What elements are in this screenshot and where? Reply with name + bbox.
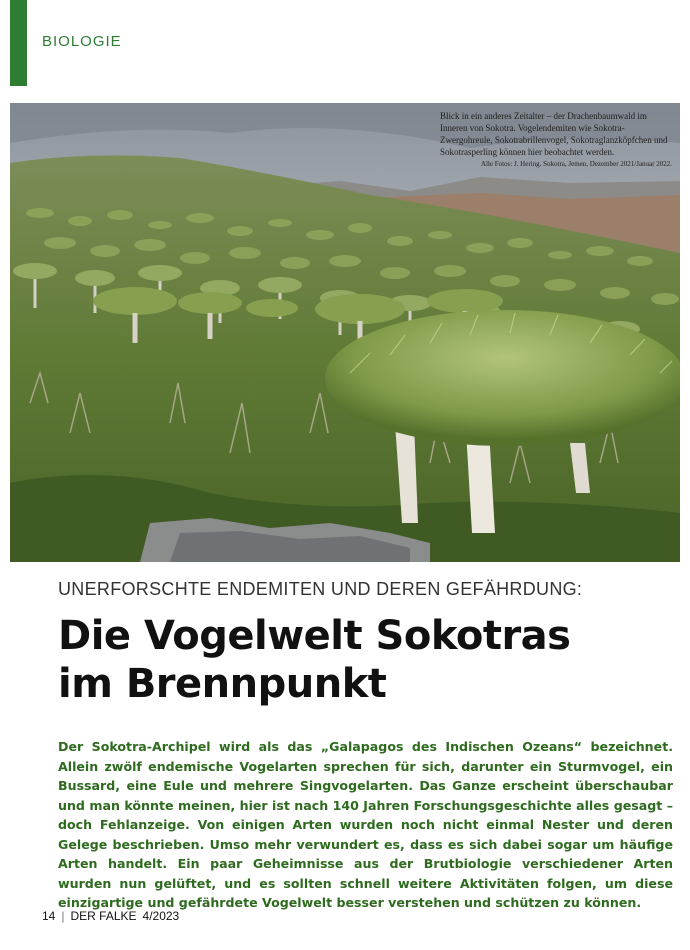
dragon-tree-forest-photo [10,103,680,562]
magazine-name: DER FALKE [70,909,137,923]
article-lede: Der Sokotra-Archipel wird als das „Galapagos des Indischen Ozeans“ bezeichnet. Allein zwölf endemische Vogelarten sprechen für sich, darunter ein Sturmvogel, ein Bussard, eine Eule und mehrere Singvogelarten. Das Ganze erscheint überschaubar und man könnte meinen, hier ist nach 140 Jahren Forschungsgeschichte alles gesagt – doch Fehlanzeige. Von einigen Arten wurden noch nicht einmal Nester und deren Gelege beschrieben. Umso mehr verwundert es, dass es sich dabei sogar um häufige Arten handelt. Ein paar Geheimnisse aus der Brutbiologie verschiedener Arten wurden nun gelüftet, und es sollten schnell weitere Aktivitäten folgen, um diese einzigartige und gefährdete Vogelwelt besser verstehen und schützen zu können. [58,739,673,910]
issue-number: 4/2023 [142,909,180,923]
photo-credit: Alle Fotos: J. Hering. Sokotra, Jemen, Dezember 2021/Januar 2022. [480,160,672,168]
article-headline [58,612,678,708]
headline-line-2: im Brennpunkt [58,661,387,707]
photo-caption [440,110,672,169]
headline-line-1: Die Vogelwelt Sokotras [58,613,571,659]
photo-caption-text: Blick in ein anderes Zeitalter – der Drachenbaumwald im Inneren von Sokotra. Vogelendemiten wie Sokotra-Zwergohreule, Sokotrabrillenvogel, Sokotraglanzköpfchen und Sokotrasperling können hier beobachtet werden. [440,111,668,157]
section-accent-bar [10,0,27,86]
page-footer [42,909,179,923]
footer-separator: | [61,909,65,923]
article-kicker: UNERFORSCHTE ENDEMITEN UND DEREN GEFÄHRDUNG: [58,579,583,599]
section-label: BIOLOGIE [42,33,122,50]
page-number: 14 [42,909,56,923]
